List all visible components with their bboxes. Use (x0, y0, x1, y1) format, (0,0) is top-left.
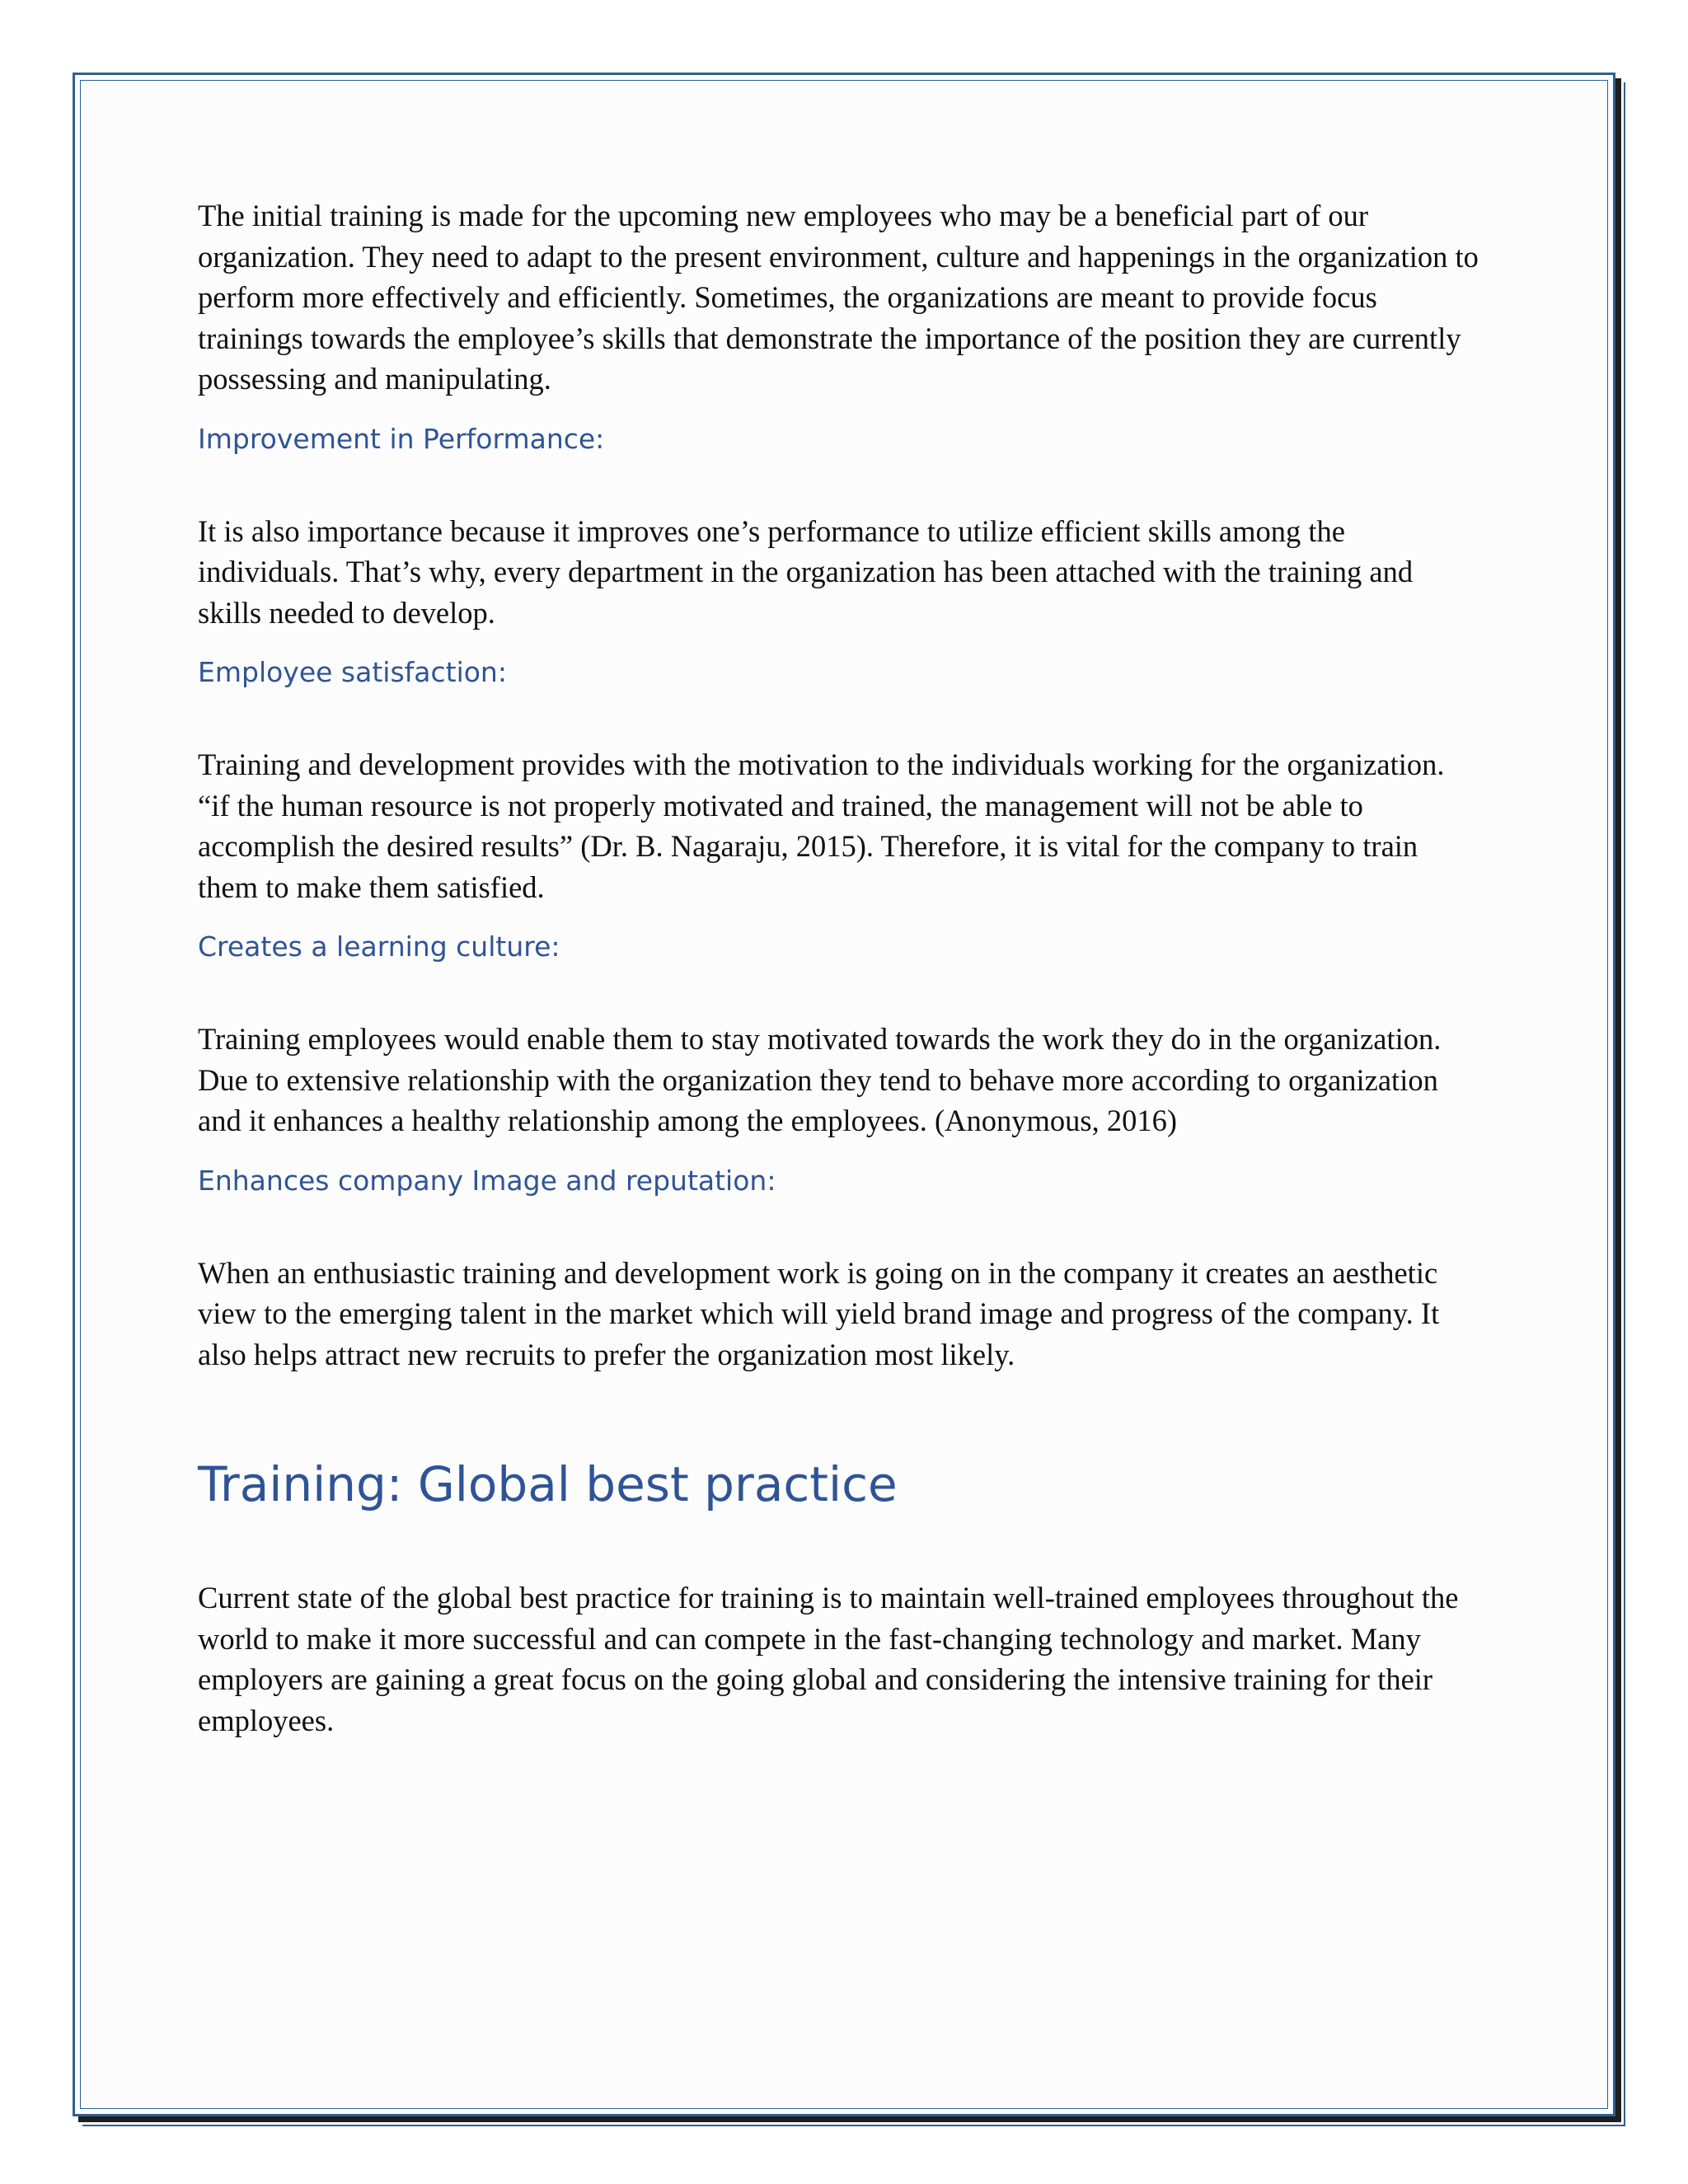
paragraph-company-image: When an enthusiastic training and development work is going on in the company it creates an aesthetic view to the emerging talent in the market which will yield brand image and progress of the company. It also helps attract new recruits to prefer the organization most likely. (198, 1255, 1440, 1371)
paragraph-satisfaction: Training and development provides with the motivation to the individuals working for the organization. “if the human resource is not properly motivated and trained, the management will not be able to accomplish the desired results” (Dr. B. Nagaraju, 2015). Therefore, it is vital for the company to train them to make them satisfied. (198, 748, 1445, 904)
heading-company-image: Enhances company Image and reputation: (198, 1164, 776, 1197)
heading-improvement-in-performance: Improvement in Performance: (198, 422, 605, 455)
paragraph-learning-culture: Training employees would enable them to stay motivated towards the work they do in the organization. Due to extensive relationship with the organization they tend to behave more according to organization and it enhances a healthy relationship among the employees. (Anonymous, 2016) (198, 1022, 1442, 1137)
document-body (198, 195, 1484, 1741)
paragraph-initial-training: The initial training is made for the upcoming new employees who may be a beneficial part of our organization. They need to adapt to the present environment, culture and happenings in the organization to perform more effectively and efficiently. Sometimes, the organizations are meant to provide focus trainings towards the employee’s skills that demonstrate the importance of the position they are currently possessing and manipulating. (198, 199, 1479, 396)
paragraph-global-best-practice: Current state of the global best practice for training is to maintain well-trained employees throughout the world to make it more successful and can compete in the fast-changing technology and market. Many employers are gaining a great focus on the going global and considering the intensive training for their employees. (198, 1581, 1459, 1737)
heading-learning-culture: Creates a learning culture: (198, 930, 560, 963)
paragraph-improvement: It is also importance because it improves one’s performance to utilize efficient skills among the individuals. That’s why, every department in the organization has been attached with the training and skills needed to develop. (198, 513, 1414, 630)
heading-global-best-practice: Training: Global best practice (198, 1456, 898, 1512)
heading-employee-satisfaction: Employee satisfaction: (198, 656, 507, 688)
